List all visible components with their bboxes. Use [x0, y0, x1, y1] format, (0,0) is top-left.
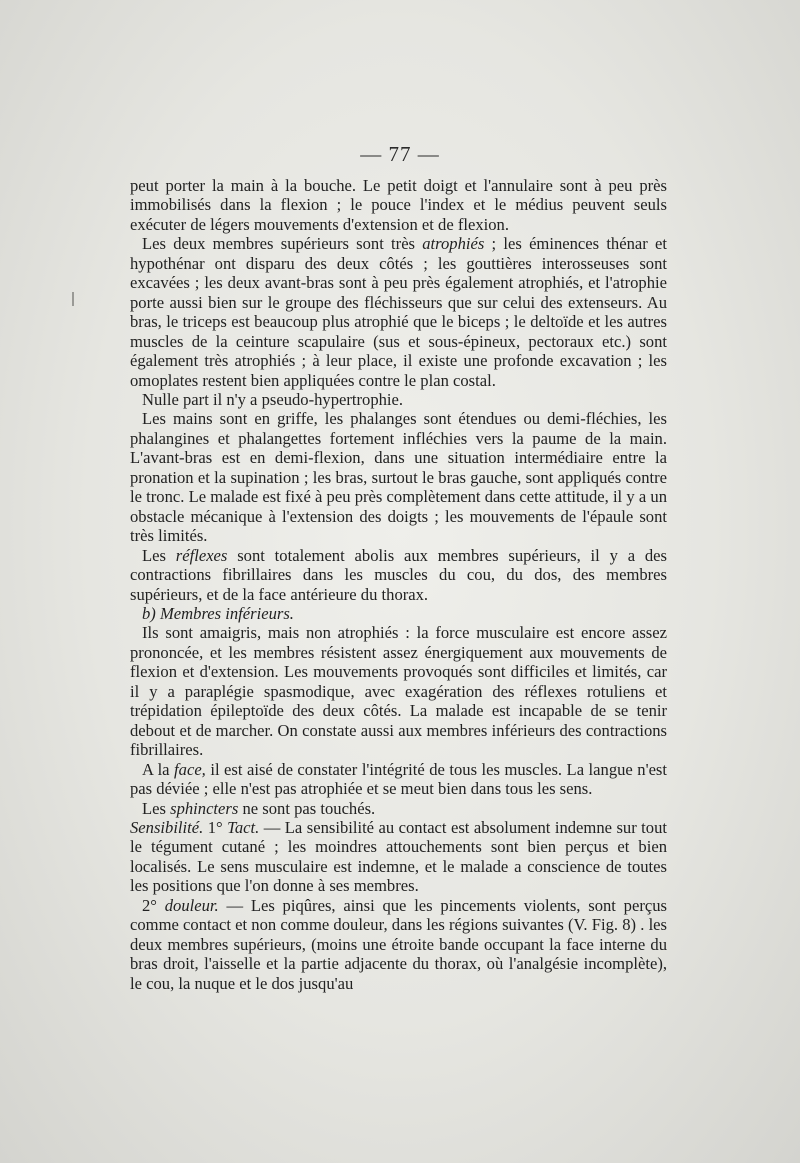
paragraph-8: [130, 760, 667, 799]
paragraph-text: sont totalement abolis aux membres supérieurs, il y a des contractions fibrillaires dans les muscles du cou, du dos, des membres supérieurs, et de la face antérieure du thorax.: [130, 545, 668, 604]
paragraph-3: [130, 390, 667, 409]
paragraph-4: [130, 409, 667, 545]
paragraph-text: — Les piqûres, ainsi que les pincements violents, sont perçus comme contact et non comme douleur, dans les régions suivantes (V. Fig. 8) . les deux membres supérieurs, (moins une étroite bande occupant la face interne du bras droit, l'aisselle et la partie adjacente du thorax, où l'analgésie incomplète), le cou, la nuque et le dos jusqu'au: [130, 895, 667, 993]
paragraph-text: ; les éminences thénar et hypothénar ont disparu des deux côtés ; les gouttières interosseuses sont excavées ; les deux avant-bras sont à peu près également atrophiés, et l'atrophie porte aussi bien sur le groupe des fléchisseurs que sur celui des extenseurs. Au bras, le triceps est beaucoup plus atrophié que le biceps ; le deltoïde et les autres muscles de la ceinture scapulaire (sus et sous-épineux, pectoraux etc.) sont également très atrophiés ; à leur place, il existe une profonde excavation ; les omoplates restent bien appliquées contre le plan costal.: [130, 234, 667, 390]
emphasis-douleur: douleur.: [164, 895, 219, 915]
emphasis-face: face,: [174, 759, 206, 779]
emphasis-atrophies: atrophiés: [422, 234, 485, 254]
paragraph-10: [130, 818, 667, 896]
paragraph-text: il est aisé de constater l'intégrité de tous les muscles. La langue n'est pas déviée ; elle n'est pas atrophiée et se meut bien dans tous les sens.: [130, 759, 667, 799]
section-heading-membres-inferieurs: [130, 604, 667, 623]
paragraph-lead: Les: [142, 545, 176, 565]
margin-mark: [72, 292, 74, 306]
paragraph-2: [130, 234, 667, 390]
paragraph-text: peut porter la main à la bouche. Le petit doigt et l'annulaire sont à peu près immobilisés dans la flexion ; le pouce l'index et le médius peuvent seuls exécuter de légers mouvements d'extension et de flexion.: [130, 176, 667, 234]
paragraph-text: — La sensibilité au contact est absolument indemne sur tout le tégument cutané ; les moindres attouchements sont bien perçus et bien localisés. Le sens musculaire est indemne, et le malade a conscience de toutes les positions que l'on donne à ses membres.: [130, 817, 667, 896]
paragraph-lead: 2°: [142, 895, 165, 915]
paragraph-5: [130, 546, 667, 604]
paragraph-7: [130, 623, 667, 759]
emphasis-membres-inferieurs: b) Membres inférieurs.: [142, 603, 294, 623]
paragraph-9: [130, 799, 667, 818]
paragraph-lead: 1°: [203, 817, 228, 837]
emphasis-sphincters: sphincters: [170, 798, 239, 818]
paragraph-text: Ils sont amaigris, mais non atrophiés : la force musculaire est encore assez prononcée, et les membres résistent assez énergiquement aux mouvements de flexion et d'extension. Les mouvements provoqués sont difficiles et limités, car il y a paraplégie spasmodique, avec exagération des réflexes rotuliens et trépidation épileptoïde des deux côtés. La malade est incapable de se tenir debout et de marcher. On constate aussi aux membres inférieurs des contractions fibrillaires.: [130, 623, 667, 760]
emphasis-tact: Tact.: [227, 817, 260, 837]
page-number: — 77 —: [360, 142, 440, 166]
body-text: [130, 176, 667, 993]
paragraph-lead: Les deux membres supérieurs sont très: [142, 234, 423, 254]
paragraph-text: Les mains sont en griffe, les phalanges sont étendues ou demi-fléchies, les phalangines et phalangettes fortement infléchies vers la paume de la main. L'avant-bras est en demi-flexion, dans une situation intermédiaire entre la pronation et la supination ; les bras, surtout le bras gauche, sont appliqués contre le tronc. Le malade est fixé à peu près complètement dans cette attitude, il y a un obstacle mécanique à l'extension des doigts ; les mouvements de l'épaule sont très limités.: [130, 409, 667, 546]
paragraph-text: ne sont pas touchés.: [238, 798, 376, 818]
paragraph-11: [130, 896, 667, 993]
paragraph-lead: Les: [142, 798, 171, 818]
emphasis-reflexes: réflexes: [175, 545, 228, 565]
paragraph-text: Nulle part il n'y a pseudo-hypertrophie.: [142, 389, 404, 409]
emphasis-sensibilite: Sensibilité.: [130, 817, 204, 837]
paragraph-lead: A la: [142, 759, 175, 779]
paragraph-1: [130, 176, 667, 234]
